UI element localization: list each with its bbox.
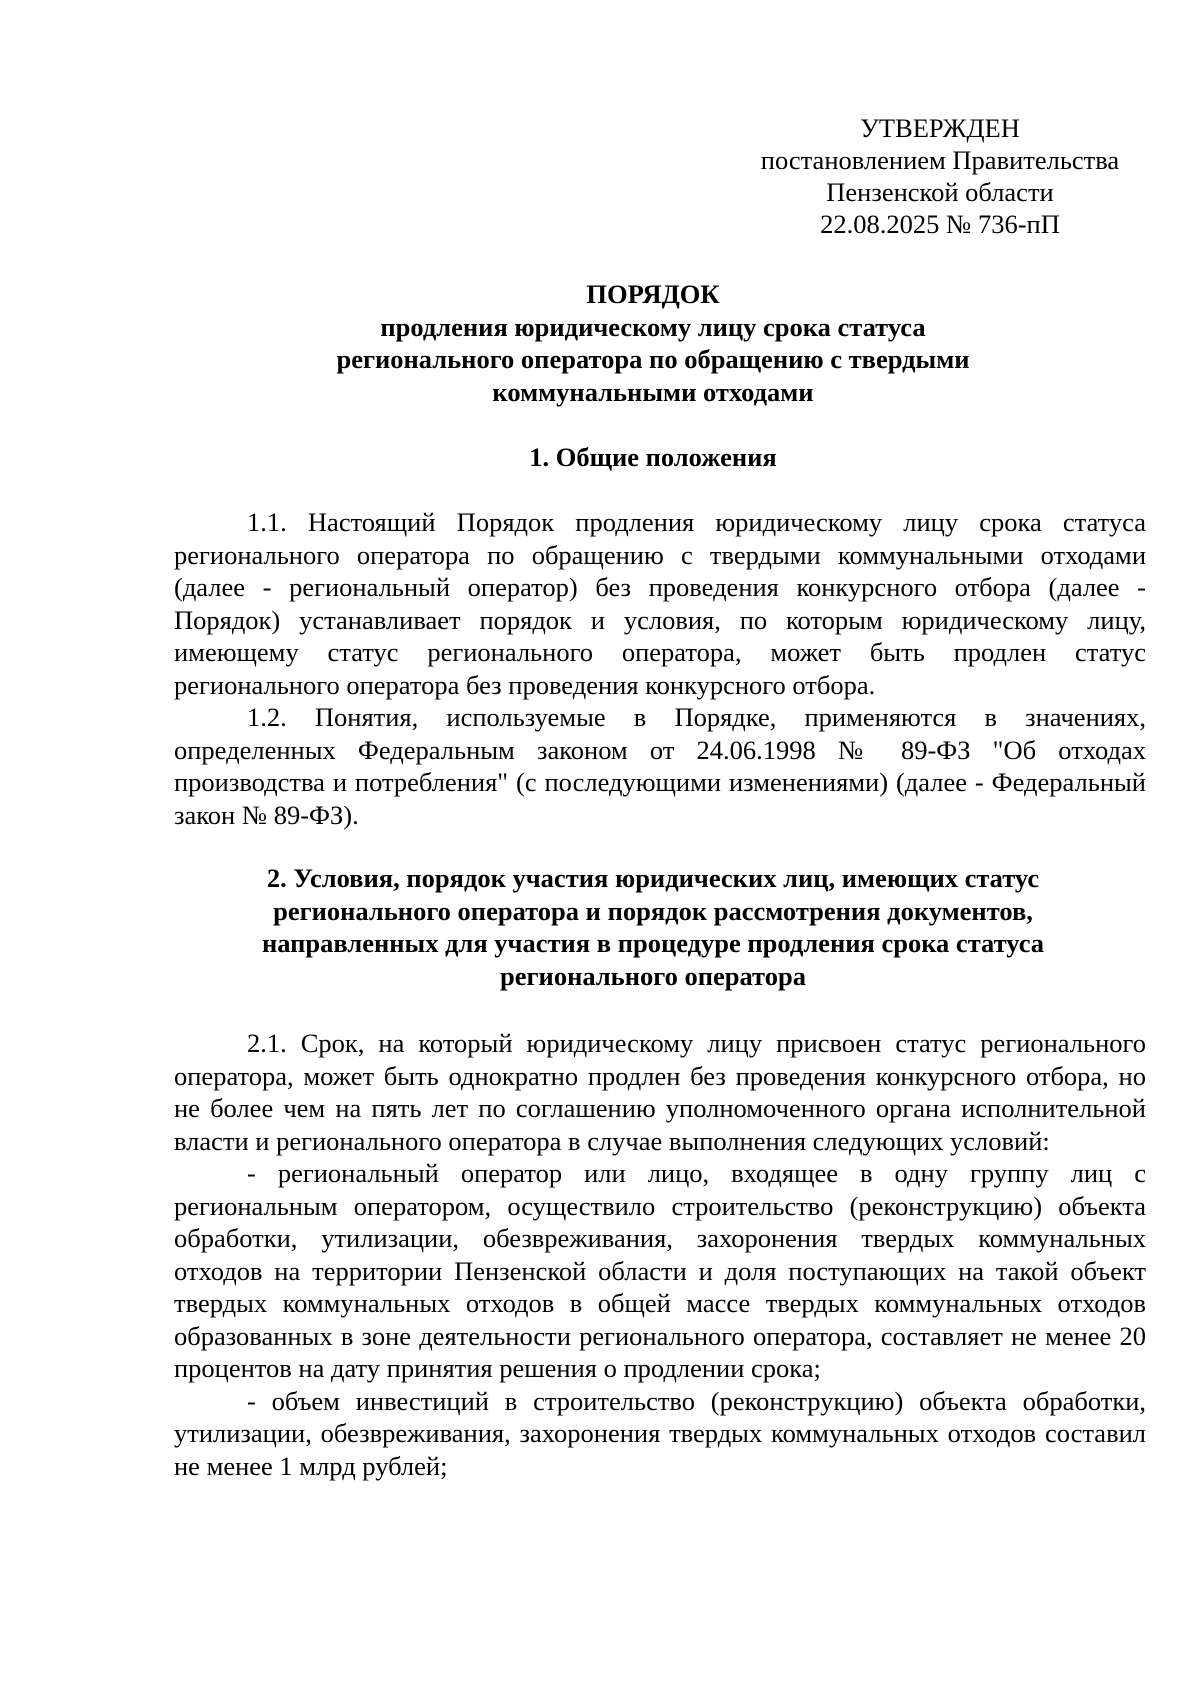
- section-1-body: [174, 506, 1146, 831]
- document-title-word: ПОРЯДОК: [586, 279, 720, 309]
- section-2-body: [174, 1027, 1146, 1482]
- document-title-line: регионального оператора по обращению с твердыми: [336, 344, 970, 374]
- approval-region: Пензенской области: [826, 177, 1054, 207]
- paragraph-1-2: 1.2. Понятия, используемые в Порядке, применяются в значениях, определенных Федеральным законом от 24.06.1998 № 89-ФЗ "Об отходах производства и потребления" (с последующими изменениями) (далее - Федеральный закон № 89-ФЗ).: [174, 702, 1146, 830]
- section-1-heading-text: 1. Общие положения: [529, 442, 777, 472]
- section-2-heading-line: регионального оператора и порядок рассмотрения документов,: [273, 895, 1033, 926]
- document-title-line: коммунальными отходами: [492, 376, 814, 407]
- document-title: [160, 278, 1146, 408]
- section-2-heading-line: 2. Условия, порядок участия юридических лиц, имеющих статус: [266, 863, 1040, 893]
- section-1-heading: [160, 441, 1146, 474]
- list-item-condition-2: - объем инвестиций в строительство (реконструкцию) объекта обработки, утилизации, обезвреживания, захоронения твердых коммунальных отходов составил не менее 1 млрд рублей;: [174, 1385, 1146, 1481]
- document-title-line: продления юридическому лицу срока статуса: [380, 311, 926, 342]
- section-2-heading-line: регионального оператора: [500, 960, 806, 991]
- section-2-heading-line: направленных для участия в процедуре продления срока статуса: [261, 928, 1045, 958]
- paragraph-2-1: 2.1. Срок, на который юридическому лицу присвоен статус регионального оператора, может быть однократно продлен без проведения конкурсного отбора, но не более чем на пять лет по соглашению уполномоченного органа исполнительной власти и регионального оператора в случае выполнения следующих условий:: [174, 1028, 1146, 1156]
- section-2-heading: [160, 862, 1146, 992]
- approval-date-number: 22.08.2025 № 736-пП: [820, 209, 1060, 239]
- paragraph-1-1: 1.1. Настоящий Порядок продления юридическому лицу срока статуса регионального оператора по обращению с твердыми коммунальными отходами (далее - региональный оператор) без проведения конкурсного отбора (далее - Порядок) устанавливает порядок и условия, по которым юридическому лицу, имеющему статус регионального оператора, может быть продлен статус регионального оператора без проведения конкурсного отбора.: [174, 507, 1146, 700]
- approval-stamp: [720, 112, 1160, 240]
- approval-authority: постановлением Правительства: [760, 145, 1120, 175]
- approval-title: УТВЕРЖДЕН: [860, 113, 1020, 143]
- list-item-condition-1: - региональный оператор или лицо, входящее в одну группу лиц с региональным оператором, осуществило строительство (реконструкцию) объекта обработки, утилизации, обезвреживания, захоронения твердых коммунальных отходов на территории Пензенской области и доля поступающих на такой объект твердых коммунальных отходов в общей массе твердых коммунальных отходов образованных в зоне деятельности регионального оператора, составляет не менее 20 процентов на дату принятия решения о продлении срока;: [174, 1158, 1146, 1383]
